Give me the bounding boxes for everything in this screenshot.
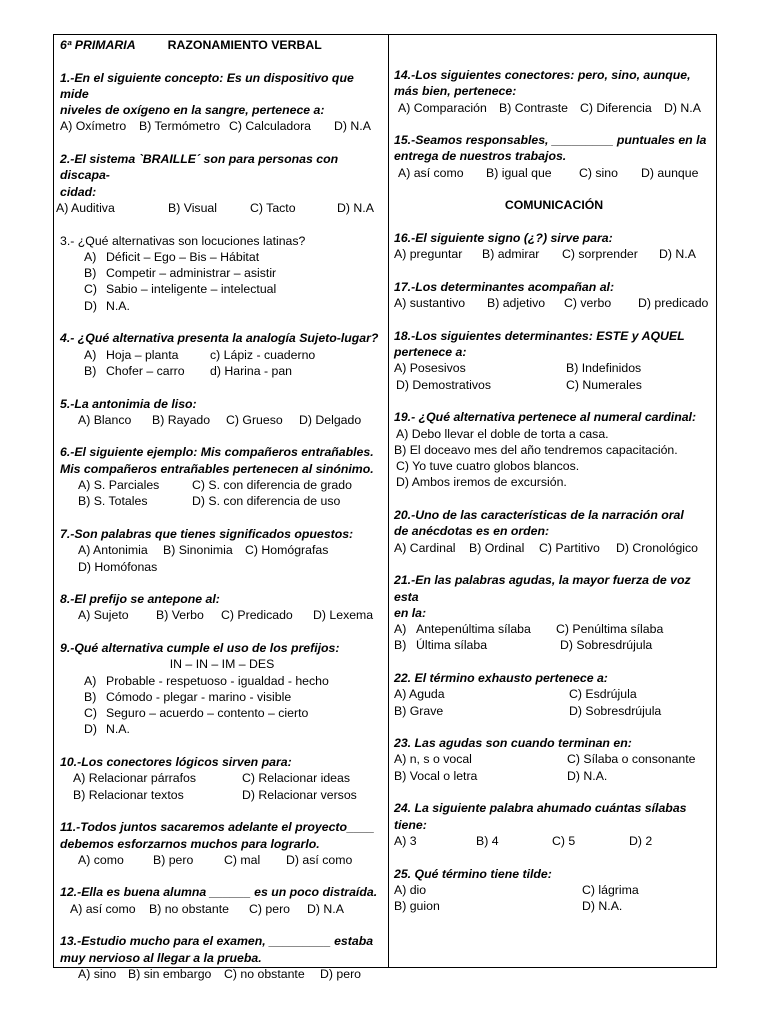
question-stem: 5.-La antonimia de liso: (60, 396, 197, 411)
question-stem: 8.-El prefijo se antepone al: (60, 592, 220, 607)
option-b: B) guion (394, 899, 440, 914)
option-text: D) Sobresdrújula (560, 638, 653, 653)
question-stem: 24. La siguiente palabra ahumado cuántas sílabas (394, 801, 687, 816)
option-c: C) Numerales (566, 377, 642, 392)
option-a: A) Antonimia (78, 543, 148, 558)
option-text: Déficit – Ego – Bis – Hábitat (106, 249, 260, 264)
question-stem: cidad: (60, 184, 97, 199)
question-25 (394, 866, 714, 915)
option-b: B) Rayado (152, 412, 211, 427)
question-24 (394, 800, 714, 849)
question-2 (56, 151, 384, 216)
question-stem: 20.-Uno de las características de la narración oral (394, 508, 684, 523)
question-stem: 10.-Los conectores lógicos sirven para: (60, 755, 292, 770)
option-d: D) Cronológico (616, 540, 699, 555)
option-d: D) Delgado (299, 412, 362, 427)
option-c: C) Esdrújula (569, 687, 637, 702)
option-a: A) Comparación (398, 100, 487, 115)
option-c: C) 5 (552, 833, 576, 848)
option-text: Competir – administrar – asistir (106, 266, 277, 281)
option-c: C) Grueso (226, 412, 283, 427)
question-22 (394, 670, 714, 719)
option-a: A) Relacionar párrafos (73, 771, 197, 786)
option-c: C) Diferencia (580, 100, 652, 115)
option-letter: D) (84, 722, 97, 737)
option-a: A) Debo llevar el doble de torta a casa. (396, 426, 609, 441)
option-letter: A) (84, 249, 97, 264)
option-d: D) predicado (638, 296, 709, 311)
question-stem: más bien, pertenece: (394, 84, 517, 99)
option-text: Probable - respetuoso - igualdad - hecho (106, 673, 329, 688)
option-c: C) Predicado (221, 608, 293, 623)
option-c: C) no obstante (224, 966, 305, 981)
option-letter: B) (394, 638, 407, 653)
option-c: C) Partitivo (539, 540, 600, 555)
question-17 (394, 279, 714, 312)
option-b: B) S. Totales (78, 494, 148, 509)
option-b: B) igual que (486, 165, 552, 180)
left-column (54, 35, 389, 981)
exam-header (60, 37, 384, 53)
question-stem: 19.- ¿Qué alternativa pertenece al numeral cardinal: (394, 410, 697, 425)
question-5 (60, 396, 384, 429)
option-d: D) N.A (307, 901, 344, 916)
question-11 (60, 819, 384, 868)
option-d: D) N.A. (567, 768, 608, 783)
option-text: c) Lápiz - cuaderno (210, 347, 316, 362)
question-stem: muy nervioso al llegar a la prueba. (60, 950, 262, 965)
option-a: A) así como (398, 165, 464, 180)
option-b: B) Indefinidos (566, 361, 642, 376)
option-d: D) N.A (334, 119, 371, 134)
question-stem: 11.-Todos juntos sacaremos adelante el proyecto____ (60, 820, 375, 835)
option-d: D) N.A (337, 200, 374, 215)
question-stem: 1.-En el siguiente concepto: Es un dispositivo que mide (60, 70, 354, 101)
question-16 (394, 230, 714, 263)
question-14 (394, 67, 714, 116)
question-stem: 21.-En las palabras agudas, la mayor fuerza de voz esta (394, 573, 691, 604)
question-stem: 22. El término exhausto pertenece a: (394, 670, 608, 685)
option-c: C) sorprender (562, 247, 638, 262)
option-a: A) así como (70, 901, 136, 916)
option-text: C) Penúltima sílaba (556, 622, 664, 637)
question-13 (60, 933, 384, 982)
option-c: C) Homógrafas (245, 543, 329, 558)
option-text: d) Harina - pan (210, 363, 293, 378)
option-d: D) así como (286, 852, 353, 867)
option-c: C) Relacionar ideas (242, 771, 350, 786)
option-b: B) Contraste (499, 100, 569, 115)
option-a: A) sino (78, 966, 117, 981)
option-a: A) Aguda (394, 687, 445, 702)
option-b: B) Ordinal (469, 540, 525, 555)
question-stem: de anécdotas es en orden: (394, 524, 550, 539)
option-letter: B) (84, 266, 97, 281)
option-letter: A) (84, 673, 97, 688)
option-c: C) S. con diferencia de grado (192, 478, 352, 493)
question-stem: 13.-Estudio mucho para el examen, _________ estaba (60, 934, 374, 949)
option-a: A) sustantivo (394, 296, 466, 311)
option-letter: C) (84, 706, 97, 721)
option-d: D) Homófonas (78, 559, 158, 574)
option-b: B) adjetivo (487, 296, 546, 311)
option-text: Última sílaba (416, 638, 488, 653)
option-letter: B) (84, 689, 97, 704)
option-d: D) Lexema (313, 608, 374, 623)
option-letter: C) (84, 282, 97, 297)
option-b: B) no obstante (149, 901, 229, 916)
option-text: Sabio – inteligente – intelectual (106, 282, 277, 297)
option-d: D) pero (320, 966, 362, 981)
option-a: A) Posesivos (394, 361, 466, 376)
question-stem: 9.-Qué alternativa cumple el uso de los prefijos: (60, 640, 340, 655)
option-d: D) aunque (641, 165, 699, 180)
option-letter: A) (84, 347, 97, 362)
option-text: Hoja – planta (106, 347, 179, 362)
option-a: A) Cardinal (394, 540, 456, 555)
question-6 (60, 444, 384, 509)
option-text: N.A. (106, 722, 130, 737)
prefix-list: IN – IN – IM – DES (169, 657, 275, 672)
question-stem: 25. Qué término tiene tilde: (394, 866, 552, 881)
exam-title: RAZONAMIENTO VERBAL (167, 38, 322, 52)
option-a: A) S. Parciales (78, 478, 160, 493)
option-d: D) N.A. (582, 899, 623, 914)
option-d: D) Sobresdrújula (569, 703, 662, 718)
option-c: C) Sílaba o consonante (567, 752, 696, 767)
question-stem: 3.- ¿Qué alternativas son locuciones latinas? (60, 233, 306, 248)
option-d: D) 2 (629, 833, 653, 848)
option-text: Seguro – acuerdo – contento – cierto (106, 706, 309, 721)
option-d: D) Demostrativos (396, 377, 491, 392)
question-stem: 6.-El siguiente ejemplo: Mis compañeros entrañables. (60, 445, 374, 460)
option-d: D) N.A (659, 247, 696, 262)
option-a: A) preguntar (394, 247, 463, 262)
option-text: Cómodo - plegar - marino - visible (106, 689, 292, 704)
question-18 (394, 328, 714, 393)
option-c: C) Tacto (250, 200, 296, 215)
option-a: A) dio (394, 882, 427, 897)
option-a: A) Blanco (78, 412, 132, 427)
option-b: B) Sinonimia (163, 543, 233, 558)
question-stem: 18.-Los siguientes determinantes: ESTE y AQUEL (394, 328, 685, 343)
question-9 (60, 640, 384, 738)
option-b: B) 4 (476, 833, 499, 848)
option-text: N.A. (106, 298, 130, 313)
option-b: B) Termómetro (139, 119, 221, 134)
question-stem: Mis compañeros entrañables pertenecen al sinónimo. (60, 461, 374, 476)
option-c: C) verbo (564, 296, 612, 311)
question-4 (60, 330, 384, 379)
question-3 (60, 233, 384, 314)
option-b: B) El doceavo mes del año tendremos capacitación. (394, 442, 678, 457)
question-19 (394, 409, 714, 490)
option-c: C) mal (224, 852, 261, 867)
question-1 (60, 70, 384, 135)
section-title: COMUNICACIÓN (504, 198, 604, 213)
option-a: A) 3 (394, 833, 417, 848)
option-b: B) admirar (482, 247, 540, 262)
question-stem: tiene: (394, 817, 427, 832)
option-d: D) N.A (664, 100, 701, 115)
option-a: A) Auditiva (56, 200, 115, 215)
grade-label: 6ª PRIMARIA (60, 38, 136, 52)
option-letter: B) (84, 363, 97, 378)
question-stem: 23. Las agudas son cuando terminan en: (394, 736, 632, 751)
option-b: B) pero (153, 852, 194, 867)
option-b: B) sin embargo (128, 966, 212, 981)
option-text: Antepenúltima sílaba (416, 622, 531, 637)
question-stem: entrega de nuestros trabajos. (394, 149, 567, 164)
question-stem: 2.-El sistema `BRAILLE´ son para personas con discapa- (60, 152, 339, 183)
question-12 (60, 884, 384, 917)
question-stem: 17.-Los determinantes acompañan al: (394, 279, 615, 294)
option-c: C) lágrima (582, 882, 639, 897)
question-stem: 14.-Los siguientes conectores: pero, sino, aunque, (394, 68, 691, 82)
question-stem: 16.-El siguiente signo (¿?) sirve para: (394, 230, 613, 245)
option-d: D) Ambos iremos de excursión. (396, 475, 567, 490)
option-b: B) Vocal o letra (394, 768, 478, 783)
question-21 (394, 572, 714, 653)
option-a: A) como (78, 852, 124, 867)
question-20 (394, 507, 714, 556)
question-stem: 7.-Son palabras que tienes significados opuestos: (60, 526, 354, 541)
question-stem: debemos esforzarnos muchos para lograrlo. (60, 836, 320, 851)
option-b: B) Grave (394, 703, 444, 718)
option-text: Chofer – carro (106, 363, 185, 378)
question-stem: 12.-Ella es buena alumna ______ es un poco distraída. (60, 885, 378, 900)
question-7 (60, 526, 384, 575)
question-stem: 4.- ¿Qué alternativa presenta la analogía Sujeto-lugar? (60, 331, 379, 346)
option-letter: A) (394, 622, 407, 637)
option-b: B) Relacionar textos (73, 787, 184, 802)
option-d: D) Relacionar versos (242, 787, 357, 802)
option-d: D) S. con diferencia de uso (192, 494, 341, 509)
option-b: B) Verbo (156, 608, 204, 623)
option-c: C) Yo tuve cuatro globos blancos. (396, 459, 580, 474)
option-a: A) Oxímetro (60, 119, 127, 134)
exam-sheet (53, 34, 717, 981)
question-10 (60, 754, 384, 803)
option-c: C) sino (579, 165, 618, 180)
question-stem: en la: (394, 605, 427, 620)
option-c: C) Calculadora (229, 119, 312, 134)
question-stem: niveles de oxígeno en la sangre, pertenece a: (60, 103, 325, 118)
question-stem: 15.-Seamos responsables, _________ puntuales en la (394, 133, 707, 148)
option-letter: D) (84, 298, 97, 313)
question-15 (394, 132, 714, 181)
option-a: A) Sujeto (78, 608, 129, 623)
question-stem: pertenece a: (394, 345, 467, 360)
option-a: A) n, s o vocal (394, 752, 472, 767)
option-c: C) pero (249, 901, 291, 916)
question-23 (394, 735, 714, 784)
option-b: B) Visual (168, 200, 217, 215)
right-column (389, 35, 716, 967)
question-8 (60, 591, 384, 624)
